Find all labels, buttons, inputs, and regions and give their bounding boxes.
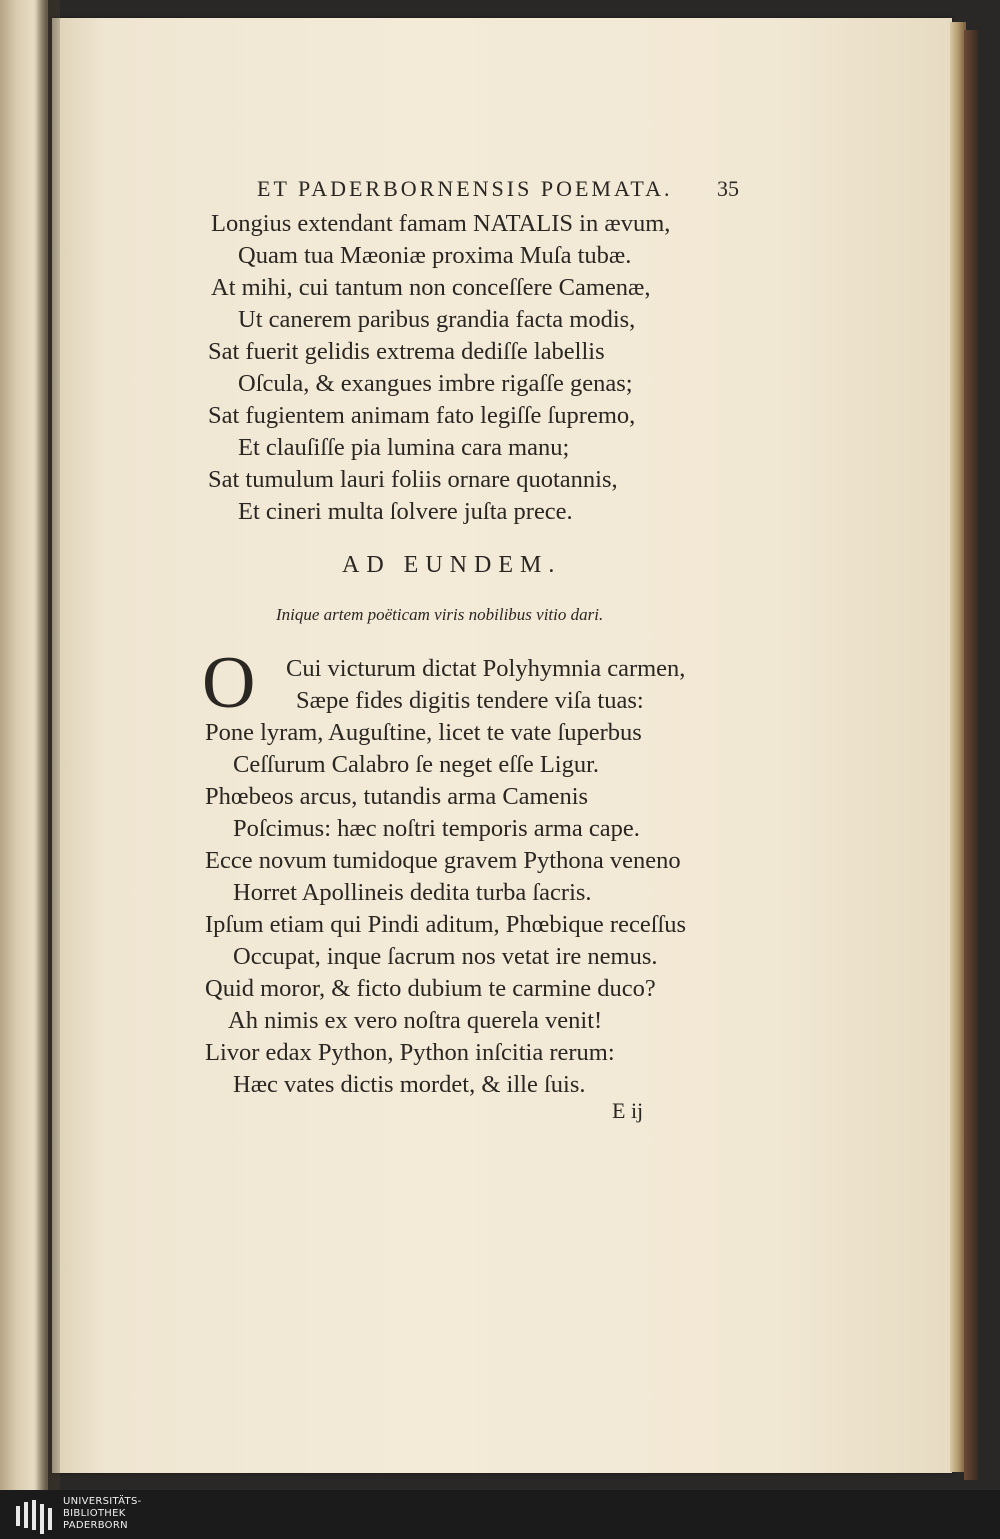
verse-line: Oſcula, & exangues imbre rigaſſe genas; — [238, 370, 633, 397]
book-cover-edge — [964, 30, 978, 1480]
verse-line: Poſcimus: hæc noſtri temporis arma cape. — [233, 815, 640, 842]
verse-line: Hæc vates dictis mordet, & ille ſuis. — [233, 1071, 586, 1098]
poem-title: AD EUNDEM. — [342, 552, 562, 578]
book-gutter — [36, 0, 60, 1490]
logo-line: PADERBORN — [63, 1520, 128, 1531]
verse-line: Sat tumulum lauri foliis ornare quotannis, — [208, 466, 618, 493]
verse-line: Ceſſurum Calabro ſe neget eſſe Ligur. — [233, 751, 600, 778]
verse-line: Sæpe fides digitis tendere viſa tuas: — [296, 687, 644, 714]
running-header — [257, 176, 739, 208]
verse-line: Quid moror, & ficto dubium te carmine duco? — [205, 975, 656, 1002]
logo-line: BIBLIOTHEK — [63, 1508, 126, 1519]
footer-bar — [0, 1490, 1000, 1539]
verse-line: Ecce novum tumidoque gravem Pythona veneno — [205, 847, 681, 874]
verse-line: Livor edax Python, Python inſcitia rerum: — [205, 1039, 615, 1066]
page-number: 35 — [717, 176, 739, 201]
drop-cap: O — [202, 642, 256, 724]
library-logo-text — [63, 1496, 142, 1532]
verse-line: Occupat, inque ſacrum nos vetat ire nemus. — [233, 943, 658, 970]
library-logo-icon — [14, 1496, 58, 1536]
poem-subtitle: Inique artem poëticam viris nobilibus vitio dari. — [276, 605, 604, 624]
verse-line: Et clauſiſſe pia lumina cara manu; — [238, 434, 570, 461]
verse-line: Pone lyram, Auguſtine, licet te vate ſuperbus — [205, 719, 642, 746]
verse-line: Et cineri multa ſolvere juſta prece. — [238, 498, 573, 525]
verse-line: Ipſum etiam qui Pindi aditum, Phœbique receſſus — [205, 911, 687, 938]
verse-line: Longius extendant famam NATALIS in ævum, — [211, 210, 671, 237]
signature-mark: E ij — [612, 1098, 644, 1123]
verse-line: At mihi, cui tantum non conceſſere Camenæ, — [211, 274, 651, 301]
verse-line: Phœbeos arcus, tutandis arma Camenis — [205, 783, 589, 810]
verse-line: Sat fugientem animam fato legiſſe ſupremo, — [208, 402, 636, 429]
verse-line: Quam tua Mæoniæ proxima Muſa tubæ. — [238, 242, 632, 269]
running-head: ET PADERBORNENSIS POEMATA. — [257, 176, 673, 201]
verse-line: Cui victurum dictat Polyhymnia carmen, — [286, 655, 686, 682]
logo-line: UNIVERSITÄTS- — [63, 1496, 142, 1507]
verse-line: Horret Apollineis dedita turba ſacris. — [233, 879, 592, 906]
verse-line: Sat fuerit gelidis extrema dediſſe labellis — [208, 338, 605, 365]
verse-line: Ut canerem paribus grandia facta modis, — [238, 306, 636, 333]
verse-line: Ah nimis ex vero noſtra querela venit! — [228, 1007, 603, 1034]
